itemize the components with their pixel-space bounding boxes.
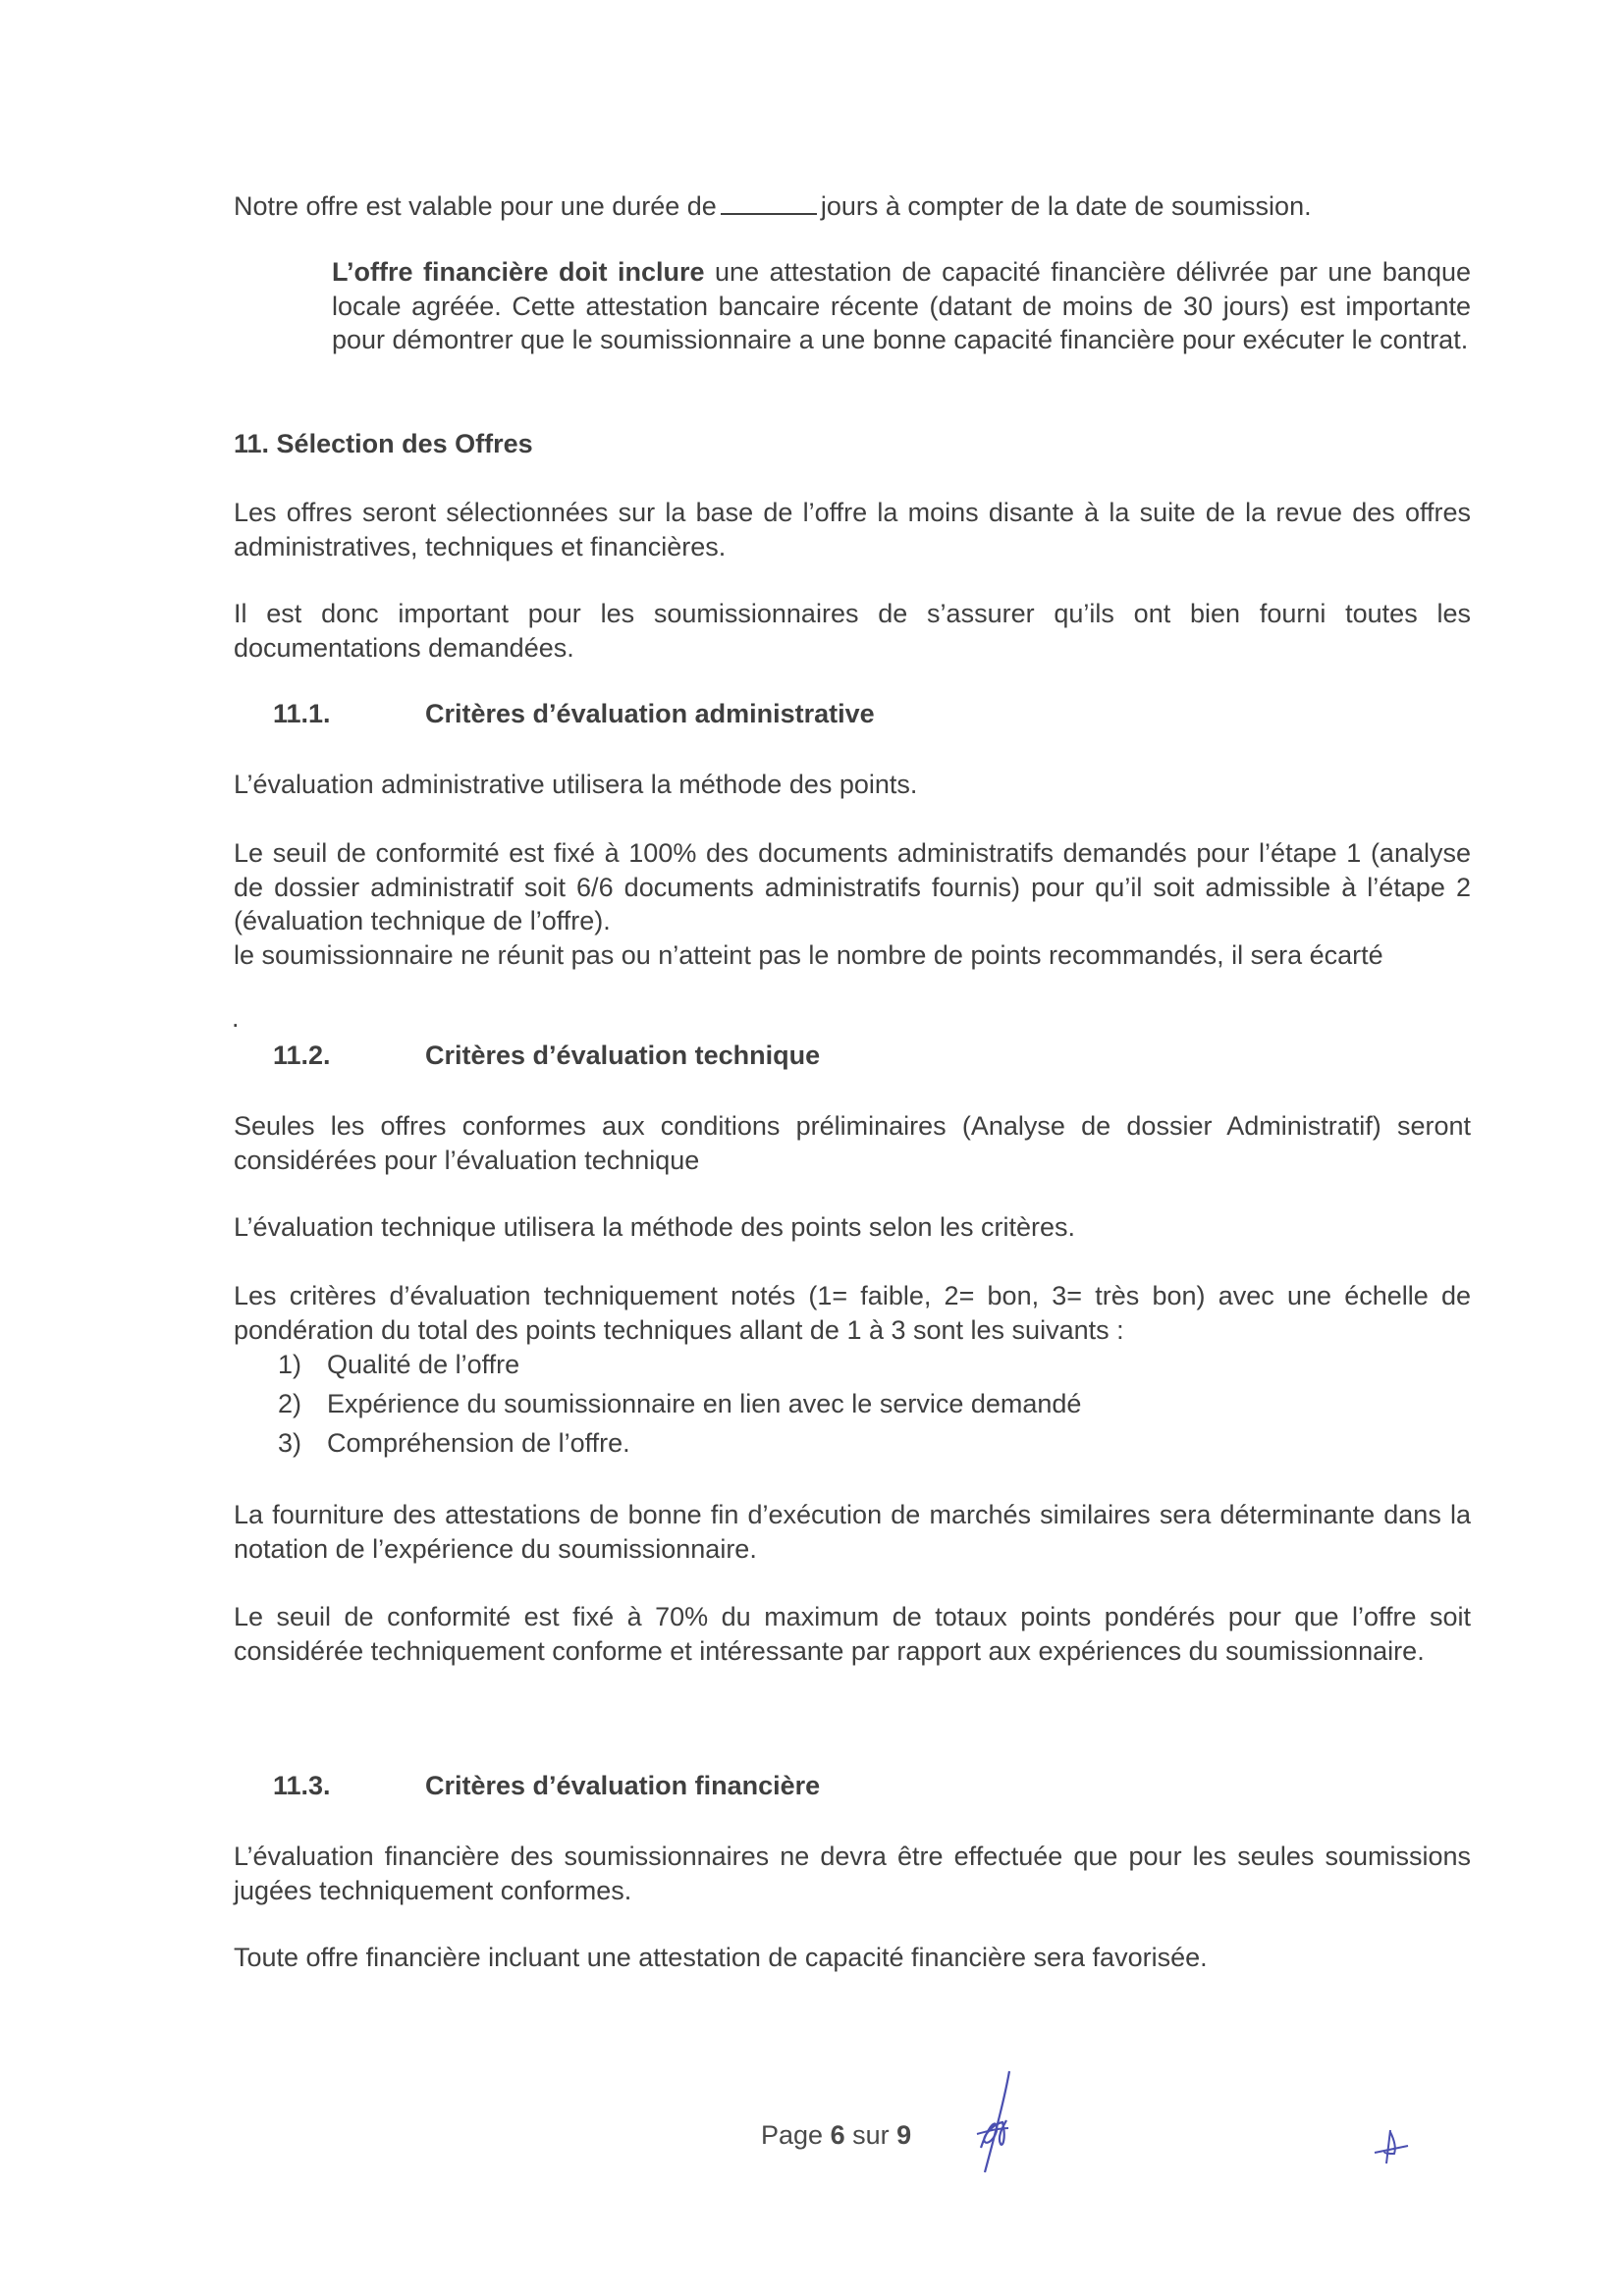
validity-text-before: Notre offre est valable pour une durée de — [234, 191, 717, 221]
section-11-paragraph: Il est donc important pour les soumissionnaires de s’assurer qu’ils ont bien fourni toutes les documentations demandées. — [234, 599, 1471, 663]
section-11-1-number: 11.1. — [273, 699, 331, 728]
page-sep: sur — [852, 2120, 890, 2150]
criteria-label: Qualité de l’offre — [327, 1350, 520, 1379]
financial-offer-note-bold: L’offre financière doit inclure — [332, 257, 705, 287]
financial-offer-note — [332, 255, 1471, 357]
section-11-1-heading — [273, 699, 875, 729]
section-11-2-number: 11.2. — [273, 1041, 331, 1070]
section-11-2-title: Critères d’évaluation technique — [425, 1041, 821, 1070]
criteria-label: Expérience du soumissionnaire en lien avec le service demandé — [327, 1389, 1082, 1418]
section-11-3-heading — [273, 1771, 820, 1801]
section-11-1-paragraph: Le seuil de conformité est fixé à 100% des documents administratifs demandés pour l’étape 1 (analyse de dossier administratif soit 6/6 documents administratifs fournis) pour qu’il soit admissible à l’étape 2 (évaluation technique de l’offre). — [234, 838, 1471, 935]
section-11-2-paragraph: Seules les offres conformes aux conditions préliminaires (Analyse de dossier Administratif) seront considérées pour l’évaluation technique — [234, 1111, 1471, 1175]
stray-dot: . — [232, 1003, 240, 1033]
section-11-3-paragraph: Toute offre financière incluant une attestation de capacité financière sera favorisée. — [234, 1943, 1208, 1972]
criteria-label: Compréhension de l’offre. — [327, 1428, 630, 1458]
section-11-2-heading — [273, 1041, 820, 1071]
section-11-3-number: 11.3. — [273, 1771, 331, 1800]
section-11-3-paragraph: L’évaluation financière des soumissionnaires ne devra être effectuée que pour les seules soumissions jugées techniquement conformes. — [234, 1842, 1471, 1905]
section-11-paragraph: Les offres seront sélectionnées sur la base de l’offre la moins disante à la suite de la revue des offres administratives, techniques et financières. — [234, 498, 1471, 561]
criteria-item — [278, 1384, 1081, 1423]
section-11-2-paragraph: Les critères d’évaluation techniquement notés (1= faible, 2= bon, 3= très bon) avec une échelle de pondération du total des points techniques allant de 1 à 3 sont les suivants : — [234, 1281, 1471, 1345]
page-label: Page — [761, 2120, 824, 2150]
validity-text-after: jours à compter de la date de soumission. — [820, 191, 1312, 221]
section-11-1-paragraph: le soumissionnaire ne réunit pas ou n’atteint pas le nombre de points recommandés, il sera écarté — [234, 940, 1383, 970]
section-11-2-paragraph: L’évaluation technique utilisera la méthode des points selon les critères. — [234, 1212, 1076, 1242]
signature-icon — [967, 2069, 1036, 2177]
section-11-2-paragraph: Le seuil de conformité est fixé à 70% du maximum de totaux points pondérés pour que l’offre soit considérée techniquement conforme et intéressante par rapport aux expériences du soumissionnaire. — [234, 1602, 1471, 1666]
page-total: 9 — [896, 2120, 912, 2150]
section-11-2-paragraph: La fourniture des attestations de bonne fin d’exécution de marchés similaires sera déterminante dans la notation de l’expérience du soumissionnaire. — [234, 1500, 1471, 1564]
section-11-1-paragraph: L’évaluation administrative utilisera la méthode des points. — [234, 770, 918, 799]
criteria-number: 3) — [278, 1428, 302, 1458]
section-11-title: 11. Sélection des Offres — [234, 429, 533, 458]
financial-offer-note-text: une attestation de capacité financière délivrée par une banque locale agréée. Cette attestation bancaire récente (datant de moins de 30 jours) est importante pour démontrer que le soumissionnaire a une bonne capacité financière pour exécuter le contrat. — [332, 257, 1471, 354]
section-11-3-title: Critères d’évaluation financière — [425, 1771, 821, 1800]
page-number — [761, 2120, 911, 2151]
validity-days-blank — [721, 191, 817, 215]
initials-icon — [1373, 2128, 1412, 2167]
criteria-number: 2) — [278, 1389, 302, 1418]
criteria-item — [278, 1423, 1081, 1463]
section-11-1-title: Critères d’évaluation administrative — [425, 699, 875, 728]
criteria-item — [278, 1345, 1081, 1384]
criteria-number: 1) — [278, 1350, 302, 1379]
offer-validity-line — [234, 189, 1471, 224]
page-current: 6 — [830, 2120, 845, 2150]
technical-criteria-list — [278, 1345, 1081, 1463]
